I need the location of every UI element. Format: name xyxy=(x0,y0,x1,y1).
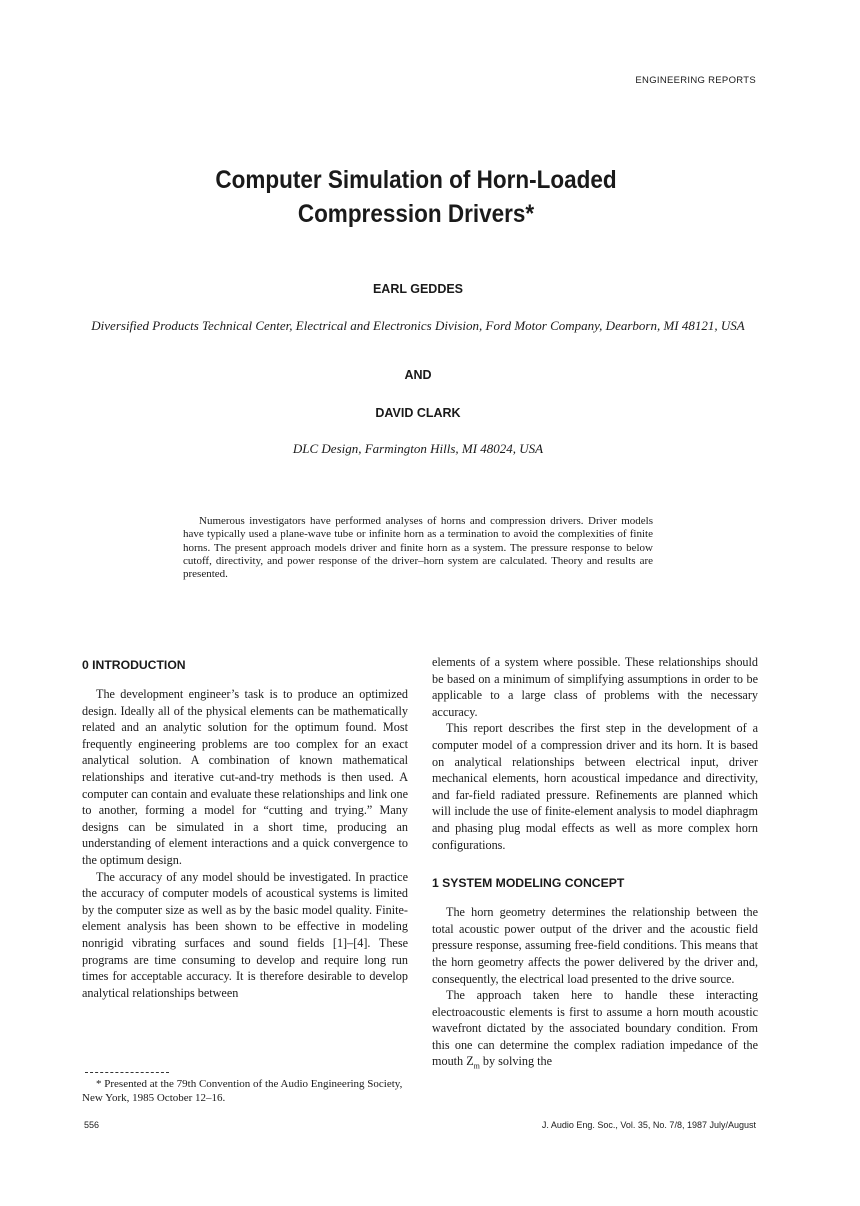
paragraph: The development engineer’s task is to produce an optimized design. Ideally all of the physical elements can be mathematically related and an analytic solution for the optimum found. Most frequently engineering problems are too complex for an exact analytical solution. A combination of known mathematical relationships and iterative cut-and-try methods is then used. A computer can contain and evaluate these relationships and link one to another, forming a model for “cutting and trying.” Many designs can be simulated in a short time, producing an understanding of element interactions and a quick convergence to the optimum design. xyxy=(82,687,408,867)
journal-reference: J. Audio Eng. Soc., Vol. 35, No. 7/8, 1987 July/August xyxy=(541,1120,756,1130)
paragraph xyxy=(432,987,758,1075)
footnote: * Presented at the 79th Convention of the Audio Engineering Society, New York, 1985 October 12–16. xyxy=(82,1078,403,1104)
paragraph-text: The approach taken here to handle these interacting electroacoustic elements is first to assume a horn mouth acoustic wavefront dictated by the associated boundary condition. From this one can determine the complex radiation impedance of the mouth Z xyxy=(432,988,758,1069)
paragraph-text: by solving the xyxy=(479,1054,552,1069)
subscript: m xyxy=(473,1061,480,1071)
abstract: Numerous investigators have performed analyses of horns and compression drivers. Driver models have typically used a plane-wave tube or infinite horn as a termination to avoid the complexities of finite horns. The present approach models driver and finite horn as a system. The pressure response to below cutoff, directivity, and power response of the driver–horn system are calculated. Theory and results are presented. xyxy=(183,515,653,581)
paragraph: elements of a system where possible. These relationships should be based on a minimum of simplifying assumptions in order to be applicable to a large class of problems with the necessary accuracy. xyxy=(432,655,758,719)
paragraph: The horn geometry determines the relationship between the total acoustic power output of the driver and the acoustic field pressure response, assuming free-field conditions. This means that the horn geometry affects the power delivered by the driver and, consequently, the electrical load presented to the drive source. xyxy=(432,905,758,986)
section-heading-introduction: 0 INTRODUCTION xyxy=(82,658,186,672)
right-column xyxy=(432,654,758,1076)
and-separator: AND xyxy=(404,368,432,382)
paragraph: The accuracy of any model should be investigated. In practice the accuracy of computer models of acoustical systems is limited by the computer size as well as by the basic model quality. Finite-element analysis has been shown to be effective in modeling nonrigid vibrating surfaces and sound fields [1]–[4]. These programs are time consuming to develop and require long run times for acceptable accuracy. It is therefore desirable to develop analytical relationships between xyxy=(82,869,408,1000)
footnote-rule xyxy=(85,1072,169,1073)
affiliation-1: Diversified Products Technical Center, Electrical and Electronics Division, Ford Motor Company, Dearborn, MI 48121, USA xyxy=(91,318,745,333)
page-number: 556 xyxy=(84,1120,100,1130)
section-heading-system-modeling: 1 SYSTEM MODELING CONCEPT xyxy=(432,876,625,891)
affiliation-2: DLC Design, Farmington Hills, MI 48024, USA xyxy=(292,441,544,456)
author-2: DAVID CLARK xyxy=(375,406,461,420)
title-line-1: Computer Simulation of Horn-Loaded xyxy=(215,166,617,194)
title-line-2: Compression Drivers* xyxy=(297,200,535,228)
paragraph: This report describes the first step in the development of a computer model of a compression driver and its horn. It is based on analytical relationships between electrical input, driver mechanical elements, horn acoustical impedance and directivity, and far-field radiated pressure. Refinements are planned which will include the use of finite-element analysis to model diaphragm and phasing plug modal effects as well as more complex horn configurations. xyxy=(432,721,758,852)
paper-title xyxy=(42,163,791,231)
running-head: ENGINEERING REPORTS xyxy=(635,75,756,86)
author-1: EARL GEDDES xyxy=(372,282,464,296)
left-column xyxy=(82,654,408,1001)
